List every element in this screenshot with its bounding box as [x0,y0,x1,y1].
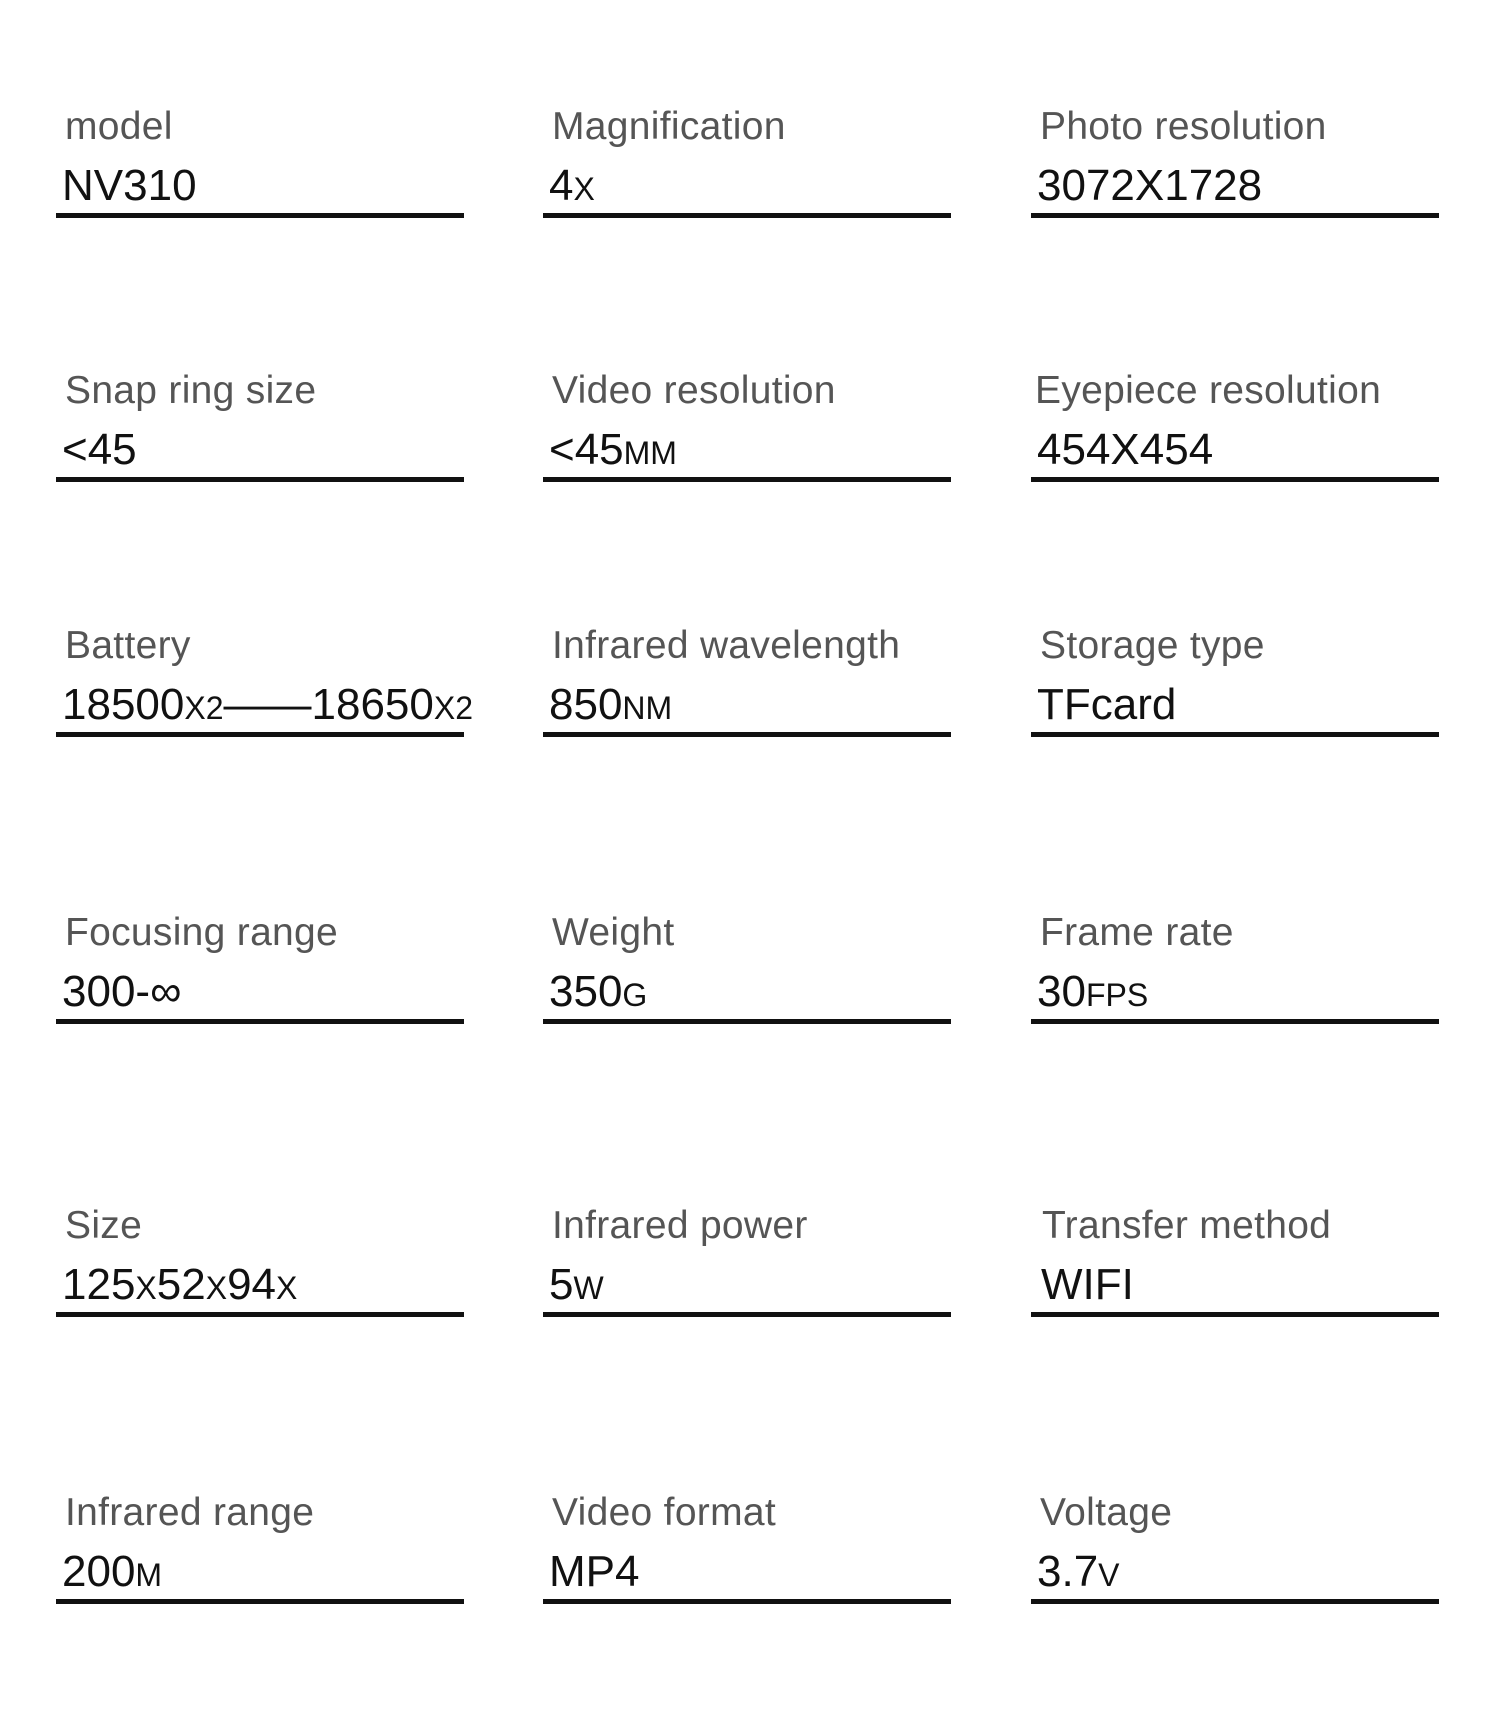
spec-unit: V [1098,1557,1120,1593]
spec-underline [56,1019,464,1024]
spec-value-number: NV310 [62,161,197,210]
spec-value-number: MP4 [549,1547,640,1596]
spec-label: Frame rate [1040,911,1234,954]
spec-value [549,680,672,730]
spec-value [62,1547,162,1597]
spec-value [549,161,595,211]
spec-model [56,105,464,215]
spec-value-number: TFcard [1037,680,1177,729]
spec-underline [1031,1599,1439,1604]
spec-label: Size [65,1204,143,1247]
spec-value [62,161,197,211]
spec-magnification [543,105,951,215]
spec-label: Magnification [552,105,786,148]
spec-unit: X2 [433,690,473,726]
spec-video-format [543,1491,951,1601]
spec-underline [543,213,951,218]
spec-value [62,1260,297,1310]
spec-value-number: 5 [549,1260,574,1309]
spec-value-number: 125 [62,1260,136,1309]
spec-voltage [1031,1491,1439,1601]
spec-label: Weight [552,911,675,954]
spec-value [1037,680,1176,730]
spec-value-number: 454X454 [1037,425,1214,474]
spec-value-number: 300-∞ [62,967,182,1016]
spec-transfer-method [1031,1204,1439,1314]
spec-value [549,1260,604,1310]
spec-underline [543,732,951,737]
spec-label: Infrared power [552,1204,808,1247]
spec-label: Voltage [1040,1491,1173,1534]
spec-underline [543,1599,951,1604]
spec-value [1041,1260,1134,1310]
spec-value-number: 350 [549,967,623,1016]
spec-value-number: 200 [62,1547,136,1596]
spec-storage-type [1031,624,1439,734]
spec-value-number: <45 [549,425,624,474]
spec-value [1037,425,1213,475]
spec-value-number: 30 [1037,967,1086,1016]
spec-value-number: 3072X1728 [1037,161,1263,210]
spec-infrared-range [56,1491,464,1601]
spec-eyepiece-resolution [1031,369,1439,479]
spec-value-number: 52 [156,1260,206,1309]
spec-value-number: 3.7 [1037,1547,1099,1596]
spec-underline [543,477,951,482]
spec-label: Transfer method [1042,1204,1332,1247]
spec-value [1037,967,1148,1017]
spec-unit: G [622,977,648,1013]
spec-value-number: 18650 [311,680,434,729]
spec-underline [1031,732,1439,737]
spec-underline [1031,213,1439,218]
spec-unit: W [573,1270,604,1306]
spec-label: Storage type [1040,624,1265,667]
spec-underline [1031,477,1439,482]
spec-underline [543,1019,951,1024]
spec-photo-resolution [1031,105,1439,215]
spec-label: model [65,105,173,148]
spec-label: Focusing range [65,911,339,954]
spec-video-resolution [543,369,951,479]
spec-underline [56,1599,464,1604]
spec-frame-rate [1031,911,1439,1021]
spec-value-number: 850 [549,680,623,729]
spec-value-number: 4 [549,161,574,210]
spec-weight [543,911,951,1021]
spec-snap-ring-size [56,369,464,479]
spec-label: Infrared range [65,1491,315,1534]
spec-value [549,425,677,475]
spec-underline [56,1312,464,1317]
spec-label: Battery [65,624,191,667]
spec-underline [1031,1019,1439,1024]
spec-label: Photo resolution [1040,105,1327,148]
spec-value [549,967,647,1017]
spec-value [62,967,181,1017]
spec-value [62,425,137,475]
spec-unit: X2 [184,690,224,726]
spec-value [549,1547,639,1597]
spec-value [1037,1547,1120,1597]
spec-value-number: WIFI [1041,1260,1134,1309]
spec-underline [56,477,464,482]
spec-label: Video format [552,1491,777,1534]
spec-unit: M [135,1557,163,1593]
spec-unit: NM [622,690,673,726]
spec-label: Snap ring size [65,369,317,412]
spec-size [56,1204,464,1314]
spec-separator: —— [223,680,312,729]
spec-underline [543,1312,951,1317]
spec-underline [1031,1312,1439,1317]
spec-unit: MM [623,435,677,471]
spec-unit: X [276,1270,298,1306]
spec-infrared-wavelength [543,624,951,734]
spec-underline [56,732,464,737]
spec-unit: X [205,1270,228,1306]
spec-infrared-power [543,1204,951,1314]
spec-value [62,680,473,730]
spec-focusing-range [56,911,464,1021]
spec-label: Eyepiece resolution [1035,369,1382,412]
spec-underline [56,213,464,218]
spec-value [1037,161,1262,211]
spec-battery [56,624,473,734]
spec-value-number: <45 [62,425,137,474]
spec-unit: X [573,171,595,207]
spec-value-number: 18500 [62,680,185,729]
spec-unit: FPS [1085,977,1149,1013]
spec-label: Video resolution [552,369,836,412]
spec-label: Infrared wavelength [552,624,901,667]
spec-unit: X [135,1270,157,1306]
spec-value-number: 94 [227,1260,277,1309]
